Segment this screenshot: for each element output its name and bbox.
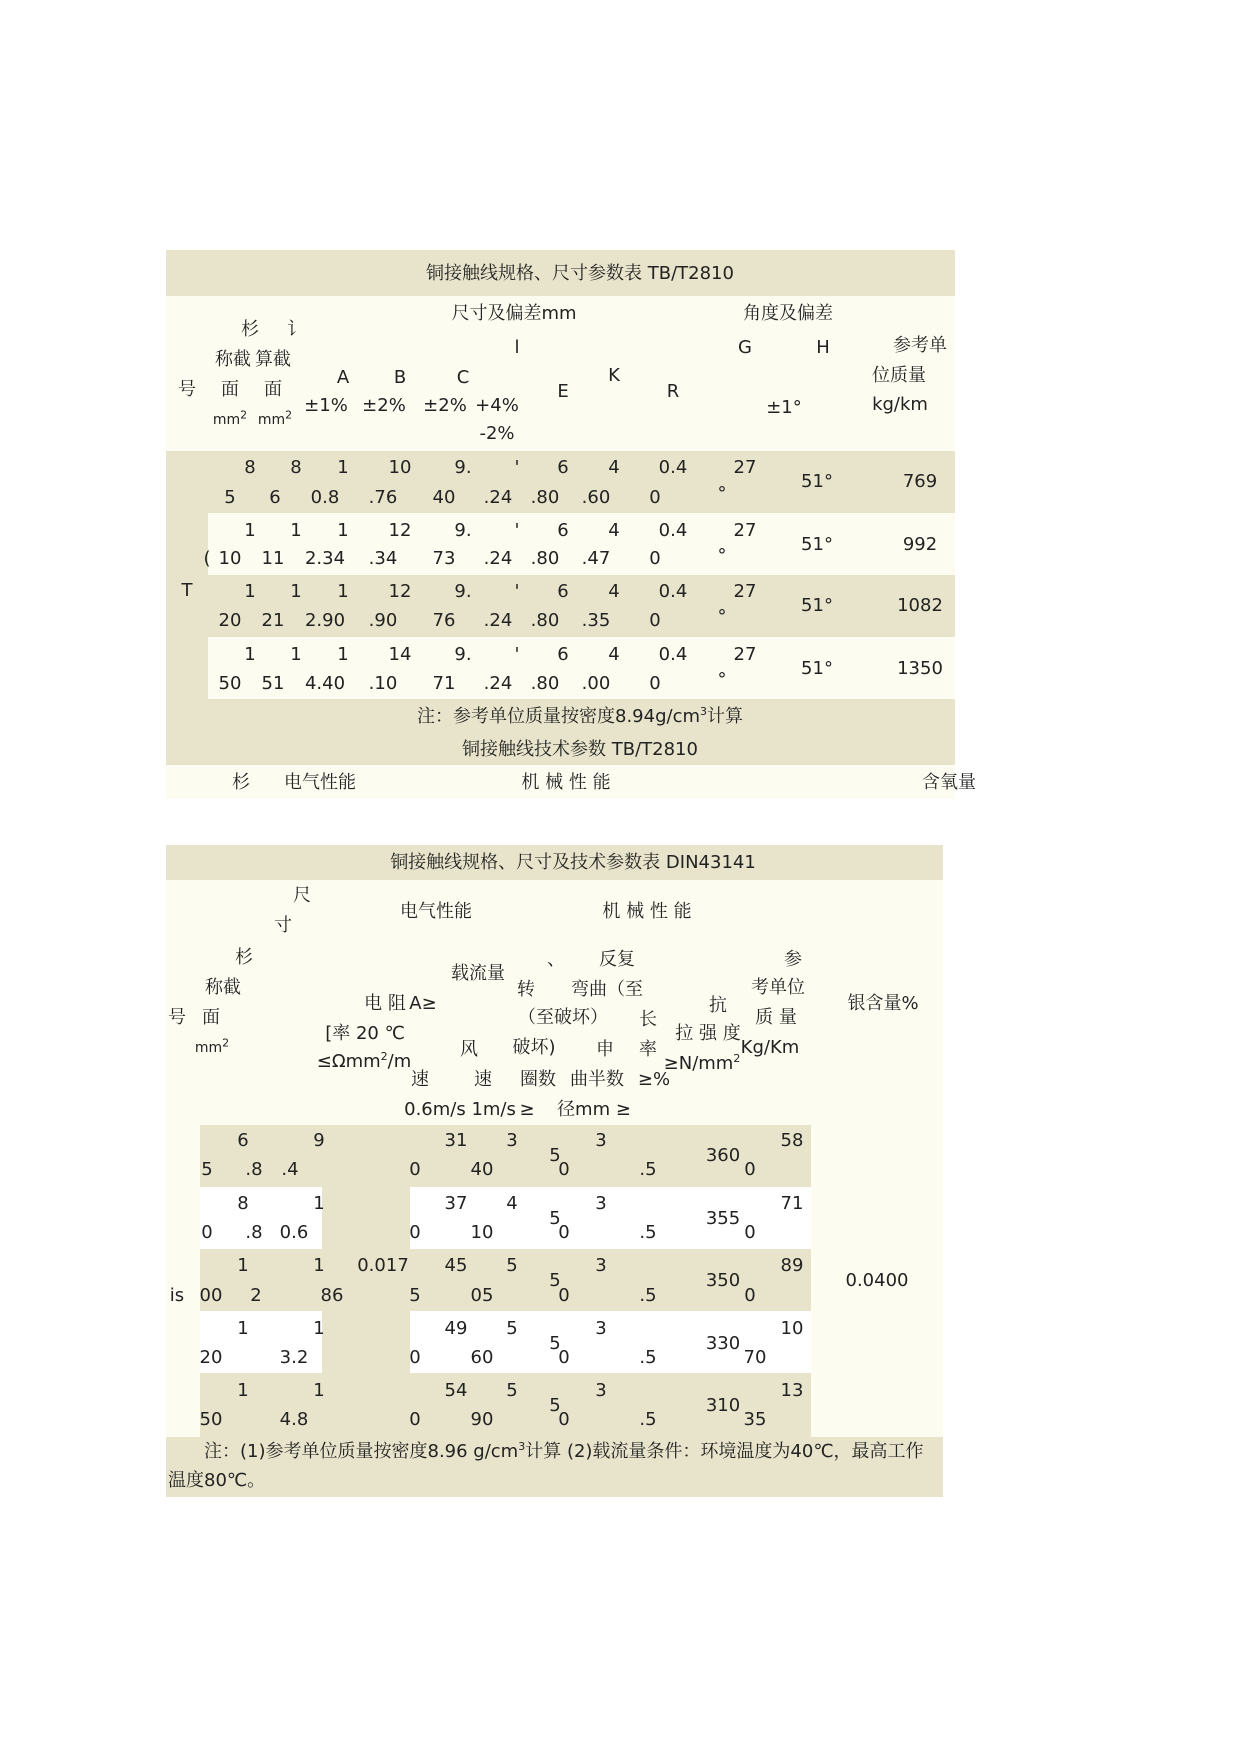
- t2-r2-bend: 3: [595, 1193, 607, 1214]
- t2-r4-twist-b: 0: [558, 1347, 570, 1368]
- t2-r3-current-a: 5: [409, 1285, 421, 1306]
- t2-header-tensile-1: 抗: [709, 995, 727, 1016]
- t2-header-bend-1: 反复: [599, 949, 635, 970]
- t1-r4-D-bottom: .24: [483, 673, 513, 694]
- t2-header-twist-2: （至破坏）: [518, 1007, 608, 1028]
- t2-r2-twist: 5: [549, 1208, 561, 1229]
- t2-r1-current-b-top: 31: [444, 1130, 468, 1151]
- t2-silver-value: 0.0400: [845, 1270, 909, 1291]
- t2-header-mass-2: 考单位: [751, 977, 805, 998]
- t2-header-twist-1: 转: [517, 979, 535, 1000]
- t1-r3-R-bottom: 0: [649, 610, 661, 631]
- t2-r4-current-c: 5: [506, 1318, 518, 1339]
- t1-r3-D-bottom: .24: [483, 610, 513, 631]
- t1-header-A: A: [336, 367, 350, 388]
- t1-r3-calc-top: 1: [290, 581, 302, 602]
- t2-r1-dim-a: .8: [245, 1159, 263, 1180]
- t2-r4-elong: .5: [639, 1347, 657, 1368]
- t2-header-model: 号: [168, 1007, 186, 1028]
- t2-note-line-2: 温度80℃。: [168, 1470, 266, 1491]
- t1-r4-mass: 1350: [897, 658, 943, 679]
- t1-header-D-fragment: l: [514, 337, 520, 358]
- t2-header-speed-1: 速: [411, 1069, 429, 1090]
- t1-r2-C-top: 9.: [454, 520, 472, 541]
- t2-r2-dim-a: .8: [245, 1222, 263, 1243]
- t1-r3-C-top: 9.: [454, 581, 472, 602]
- t1-header-H: H: [816, 337, 830, 358]
- t2-r1-nominal-bottom: 5: [201, 1159, 213, 1180]
- t2-r1-dim-b-top: 9: [313, 1130, 325, 1151]
- t2-r4-twist: 5: [549, 1333, 561, 1354]
- t2-r2-elong: .5: [639, 1222, 657, 1243]
- t1-r3-D-top: ': [514, 581, 520, 602]
- t2-r2-nominal-bottom: 0: [201, 1222, 213, 1243]
- t2-r3-bend: 3: [595, 1255, 607, 1276]
- t2-r3-elong: .5: [639, 1285, 657, 1306]
- t2-r4-nominal-bottom: 20: [199, 1347, 223, 1368]
- t1-r2-A-bottom: 2.34: [304, 548, 346, 569]
- t2-r4-dim-b-top: 1: [313, 1318, 325, 1339]
- t2-header-area: 面: [202, 1007, 220, 1028]
- t2-header-current-2: A≥: [409, 993, 437, 1014]
- t1-r4-H: 51°: [801, 658, 833, 679]
- t2-header-twist-fragment: 、: [547, 949, 565, 970]
- t1-r3-K-bottom: .35: [581, 610, 611, 631]
- t2-r2-dim-b-top: 1: [313, 1193, 325, 1214]
- t2-header-res-2: [率 20 ℃: [325, 1023, 405, 1044]
- t2-header-mass-3: 质 量: [755, 1007, 797, 1028]
- t2-header-mechanical: 机 械 性 能: [602, 901, 692, 922]
- t2-r5-current-b: 90: [470, 1409, 494, 1430]
- t2-r2-current-b-top: 37: [444, 1193, 468, 1214]
- t1b-title: 铜接触线技术参数 TB/T2810: [462, 739, 698, 760]
- t2-res-cell: [322, 1125, 410, 1437]
- t1-r1-calc-bottom: 6: [269, 487, 281, 508]
- t1-r1-nominal-bottom: 5: [224, 487, 236, 508]
- t1-r3-B-top: 12: [388, 581, 412, 602]
- t2-r3-nominal-top: 1: [237, 1255, 249, 1276]
- t1-header-C-tol: ±2%: [423, 395, 467, 416]
- t2-r3-mass-top: 89: [780, 1255, 804, 1276]
- t2-r5-mass-top: 13: [780, 1380, 804, 1401]
- t1-r2-C-bottom: 73: [432, 548, 456, 569]
- t1-r1-A-bottom: 0.8: [310, 487, 340, 508]
- t2-r4-current-a: 0: [409, 1347, 421, 1368]
- t2-header-dim-1: 尺: [293, 885, 311, 906]
- t1-r4-G-bottom: °: [717, 669, 727, 690]
- t1-header-mass-3: kg/km: [872, 394, 928, 415]
- t1-r4-C-top: 9.: [454, 644, 472, 665]
- t1-r1-H: 51°: [801, 471, 833, 492]
- t2-r3-dim-b-top: 1: [313, 1255, 325, 1276]
- t1-r4-E-bottom: .80: [530, 673, 560, 694]
- t2-header-speed-2: 速: [474, 1069, 492, 1090]
- t1-r3-C-bottom: 76: [432, 610, 456, 631]
- t1-r3-R-top: 0.4: [658, 581, 688, 602]
- t1-r1-A-top: 1: [337, 457, 349, 478]
- t1-r2-A-top: 1: [337, 520, 349, 541]
- t1-header-unit-2: $mm^2$: [257, 408, 293, 428]
- t2-resistivity: 0.017: [357, 1255, 409, 1276]
- t1-r3-nominal-top: 1: [244, 581, 256, 602]
- t1-r1-C-top: 9.: [454, 457, 472, 478]
- t1-r4-nominal-top: 1: [244, 644, 256, 665]
- t1b-electrical-header: 电气性能: [284, 772, 356, 793]
- t1-r4-calc-bottom: 51: [261, 673, 285, 694]
- t1-r1-R-bottom: 0: [649, 487, 661, 508]
- t1-r4-D-top: ': [514, 644, 520, 665]
- t2-r2-mass-bottom: 0: [744, 1222, 756, 1243]
- t1-r2-E-top: 6: [557, 520, 569, 541]
- t1-header-mass-2: 位质量: [872, 365, 926, 386]
- t2-header-tensile-2: 拉 强 度: [675, 1023, 741, 1044]
- t1-r3-H: 51°: [801, 595, 833, 616]
- t1-header-nominal-area: 称截: [215, 349, 251, 370]
- t2-r5-dim-a: 4.8: [279, 1409, 309, 1430]
- t1-r2-K-top: 4: [608, 520, 620, 541]
- t2-r4-current-b-top: 49: [444, 1318, 468, 1339]
- t1-title: 铜接触线规格、尺寸参数表 TB/T2810: [426, 263, 734, 284]
- t2-r2-current-a: 0: [409, 1222, 421, 1243]
- t1-r3-G-bottom: °: [717, 606, 727, 627]
- t1-r1-nominal-top: 8: [244, 457, 256, 478]
- t2-header-electrical: 电气性能: [400, 901, 472, 922]
- t2-r4-current-b: 60: [470, 1347, 494, 1368]
- t2-r1-twist: 5: [549, 1145, 561, 1166]
- t1-header-area-2: 面: [264, 379, 282, 400]
- t1-r4-C-bottom: 71: [432, 673, 456, 694]
- t2-header-tensile-3: $\ge N/mm^2$: [663, 1052, 741, 1074]
- t1-r4-calc-top: 1: [290, 644, 302, 665]
- t1-r3-K-top: 4: [608, 581, 620, 602]
- t1-header-C: C: [456, 367, 470, 388]
- t1-r3-calc-bottom: 21: [261, 610, 285, 631]
- t2-r5-current-a: 0: [409, 1409, 421, 1430]
- t2-r2-current-b: 10: [470, 1222, 494, 1243]
- t2-header-unit: $mm^2$: [194, 1036, 230, 1056]
- t1-r3-A-bottom: 2.90: [304, 610, 346, 631]
- t1-r1-K-top: 4: [608, 457, 620, 478]
- t2-header-mass-4: Kg/Km: [740, 1037, 800, 1058]
- t2-header-elong-2: 率: [639, 1039, 657, 1060]
- t2-header-bend-3: 曲半数: [570, 1069, 624, 1090]
- t1-r1-R-top: 0.4: [658, 457, 688, 478]
- t2-r4-mass-bottom: 70: [743, 1347, 767, 1368]
- t1-r2-D-bottom: .24: [483, 548, 513, 569]
- t1b-oxygen-header: 含氧量: [922, 772, 976, 793]
- t1-r2-nominal-bottom: 10: [218, 548, 242, 569]
- t2-header-current-1: 载流量: [451, 963, 505, 984]
- t1-r2-G-bottom: °: [717, 545, 727, 566]
- t2-header-silver: 银含量%: [847, 993, 919, 1014]
- t1-r2-E-bottom: .80: [530, 548, 560, 569]
- t2-r5-dim-b-top: 1: [313, 1380, 325, 1401]
- t1-r1-C-bottom: 40: [432, 487, 456, 508]
- t2-r2-tensile: 355: [705, 1208, 741, 1229]
- t1-header-angle-group: 角度及偏差: [743, 303, 833, 324]
- t2-r2-nominal-top: 8: [237, 1193, 249, 1214]
- t1-header-E: E: [557, 381, 569, 402]
- t1-r2-D-top: ': [514, 520, 520, 541]
- t1-model-fragment-T: T: [181, 580, 193, 601]
- t1-header-G: G: [738, 337, 752, 358]
- t1-r2-R-top: 0.4: [658, 520, 688, 541]
- t2-r3-dim-a: 2: [250, 1285, 262, 1306]
- t2-note-line-1: 注：(1)参考单位质量按密度8.96 $g/cm^3$计算 (2)载流量条件：环境温度为40℃，最高工作: [204, 1440, 924, 1462]
- t1-r4-nominal-bottom: 50: [218, 673, 242, 694]
- t2-header-twist-min: ≥: [519, 1099, 535, 1120]
- t1-header-D-tol-plus: +4%: [475, 395, 519, 416]
- t2-header-res-1: 电 阻: [364, 993, 406, 1014]
- t1-r4-A-top: 1: [337, 644, 349, 665]
- t2-r3-current-b-top: 45: [444, 1255, 468, 1276]
- t2-r3-twist-b: 0: [558, 1285, 570, 1306]
- t2-r5-twist-b: 0: [558, 1409, 570, 1430]
- t2-r1-dim-b: .4: [281, 1159, 299, 1180]
- t2-r1-current-a: 0: [409, 1159, 421, 1180]
- t2-r5-bend: 3: [595, 1380, 607, 1401]
- t1-r1-G-bottom: °: [717, 483, 727, 504]
- t1-r1-G-top: 27: [733, 457, 757, 478]
- t1-r2-B-bottom: .34: [368, 548, 398, 569]
- t2-header-elong-fragment: 申: [596, 1039, 614, 1060]
- t2-header-dim-2: 寸: [274, 915, 292, 936]
- t2-r2-twist-b: 0: [558, 1222, 570, 1243]
- t1-r1-B-top: 10: [388, 457, 412, 478]
- t2-r1-twist-b: 0: [558, 1159, 570, 1180]
- t2-r3-current-c: 5: [506, 1255, 518, 1276]
- t1-r1-B-bottom: .76: [368, 487, 398, 508]
- t2-header-nominal: 称截: [205, 977, 241, 998]
- t2-header-mass-1: 参: [784, 949, 802, 970]
- t1-header-B: B: [393, 367, 407, 388]
- t1-header-A-tol: ±1%: [304, 395, 348, 416]
- t2-header-res-3: ≤Ωmm$^2$/m: [316, 1050, 412, 1072]
- t2-r2-dim-b: 0.6: [279, 1222, 309, 1243]
- t1-r2-K-bottom: .47: [581, 548, 611, 569]
- t1-header-D-tol-minus: -2%: [479, 423, 515, 444]
- t2-r5-elong: .5: [639, 1409, 657, 1430]
- t1-r2-G-top: 27: [733, 520, 757, 541]
- t1-r4-E-top: 6: [557, 644, 569, 665]
- t1-header-dims-group: 尺寸及偏差mm: [451, 303, 577, 324]
- t2-r4-nominal-top: 1: [237, 1318, 249, 1339]
- t1-r1-E-top: 6: [557, 457, 569, 478]
- t1-r4-R-bottom: 0: [649, 673, 661, 694]
- t2-r3-twist: 5: [549, 1270, 561, 1291]
- t1-r1-mass: 769: [902, 471, 938, 492]
- t2-r4-bend: 3: [595, 1318, 607, 1339]
- t1-r2-H: 51°: [801, 534, 833, 555]
- t1-r4-B-top: 14: [388, 644, 412, 665]
- t1-r4-G-top: 27: [733, 644, 757, 665]
- t2-r4-mass-top: 10: [780, 1318, 804, 1339]
- t1-r2-mass: 992: [902, 534, 938, 555]
- t2-r5-tensile: 310: [705, 1395, 741, 1416]
- t1-r3-nominal-bottom: 20: [218, 610, 242, 631]
- t2-header-bend-2: 弯曲（至: [571, 979, 643, 1000]
- t2-r5-current-c: 5: [506, 1380, 518, 1401]
- t2-r3-nominal-bottom: 00: [199, 1285, 223, 1306]
- t1-header-K: K: [608, 365, 620, 386]
- t2-r3-mass-bottom: 0: [744, 1285, 756, 1306]
- t2-header-twist-3: 破坏): [512, 1037, 556, 1058]
- t2-r3-current-b: 05: [470, 1285, 494, 1306]
- t2-r5-twist: 5: [549, 1395, 561, 1416]
- t2-header-elong-1: 长: [639, 1009, 657, 1030]
- t2-r1-tensile: 360: [705, 1145, 741, 1166]
- t1-r2-calc-top: 1: [290, 520, 302, 541]
- t2-r1-bend: 3: [595, 1130, 607, 1151]
- t1-header-calc-area: 算截: [255, 349, 291, 370]
- t2-header-bend-4: 径mm ≥: [557, 1099, 631, 1120]
- t1-r3-G-top: 27: [733, 581, 757, 602]
- t1-header-area-1: 面: [221, 379, 239, 400]
- t2-r1-elong: .5: [639, 1159, 657, 1180]
- t1-r2-calc-bottom: 11: [261, 548, 285, 569]
- t1-header-angle-tol: ±1°: [766, 397, 802, 418]
- t2-title: 铜接触线规格、尺寸及技术参数表 DIN43141: [390, 852, 756, 873]
- t2-r1-nominal-top: 6: [237, 1130, 249, 1151]
- t2-r2-mass-top: 71: [780, 1193, 804, 1214]
- t1-r4-B-bottom: .10: [368, 673, 398, 694]
- t2-r4-dim-a: 3.2: [279, 1347, 309, 1368]
- t2-header-elong-3: ≥%: [637, 1069, 671, 1090]
- t2-r1-mass-bottom: 0: [744, 1159, 756, 1180]
- t1-r1-E-bottom: .80: [530, 487, 560, 508]
- t1-r4-K-top: 4: [608, 644, 620, 665]
- t2-r1-current-b: 40: [470, 1159, 494, 1180]
- t2-r5-nominal-bottom: 50: [199, 1409, 223, 1430]
- t2-r4-tensile: 330: [705, 1333, 741, 1354]
- t2-header-twist-4: 圈数: [520, 1069, 556, 1090]
- t2-r5-mass-bottom: 35: [743, 1409, 767, 1430]
- t1-header-R: R: [666, 381, 680, 402]
- t1-header-fragment-1: 杉: [241, 319, 259, 340]
- t1-r1-D-top: ': [514, 457, 520, 478]
- t1-r2-R-bottom: 0: [649, 548, 661, 569]
- t1-r3-mass: 1082: [897, 595, 943, 616]
- t1b-col-fragment: 杉: [232, 772, 250, 793]
- t2-model-fragment: is: [169, 1285, 185, 1306]
- t2-header-speed-values: 0.6m/s 1m/s: [404, 1099, 516, 1120]
- t2-resistivity-fragment: 86: [320, 1285, 344, 1306]
- t1-r4-R-top: 0.4: [658, 644, 688, 665]
- t1-model-fragment-paren: (: [203, 548, 211, 569]
- t2-model-cell: [166, 1125, 200, 1437]
- t1-header-mass-1: 参考单: [893, 335, 947, 356]
- t1-r3-E-top: 6: [557, 581, 569, 602]
- t2-header-wind: 风: [460, 1039, 478, 1060]
- t1-r2-nominal-top: 1: [244, 520, 256, 541]
- t1-note: 注：参考单位质量按密度$8.94g/cm^3$计算: [417, 705, 743, 727]
- t2-r3-tensile: 350: [705, 1270, 741, 1291]
- t2-r2-current-c: 4: [506, 1193, 518, 1214]
- t1-r3-A-top: 1: [337, 581, 349, 602]
- t1-header-fragment-2: 讠: [287, 319, 305, 340]
- t1-r4-K-bottom: .00: [581, 673, 611, 694]
- t2-r5-current-b-top: 54: [444, 1380, 468, 1401]
- t1-header-model: 号: [178, 379, 196, 400]
- t1b-mechanical-header: 机 械 性 能: [521, 772, 611, 793]
- t2-r1-current-c: 3: [506, 1130, 518, 1151]
- t2-header-col-fragment: 杉: [235, 947, 253, 968]
- t1-r1-calc-top: 8: [290, 457, 302, 478]
- t1-r3-B-bottom: .90: [368, 610, 398, 631]
- t1-r1-D-bottom: .24: [483, 487, 513, 508]
- t1-r4-A-bottom: 4.40: [304, 673, 346, 694]
- t2-r1-mass-top: 58: [780, 1130, 804, 1151]
- t1-header-B-tol: ±2%: [362, 395, 406, 416]
- t1-r1-K-bottom: .60: [581, 487, 611, 508]
- t1-header-unit-1: $mm^2$: [212, 408, 248, 428]
- t2-r5-nominal-top: 1: [237, 1380, 249, 1401]
- t1-r3-E-bottom: .80: [530, 610, 560, 631]
- t1-r2-B-top: 12: [388, 520, 412, 541]
